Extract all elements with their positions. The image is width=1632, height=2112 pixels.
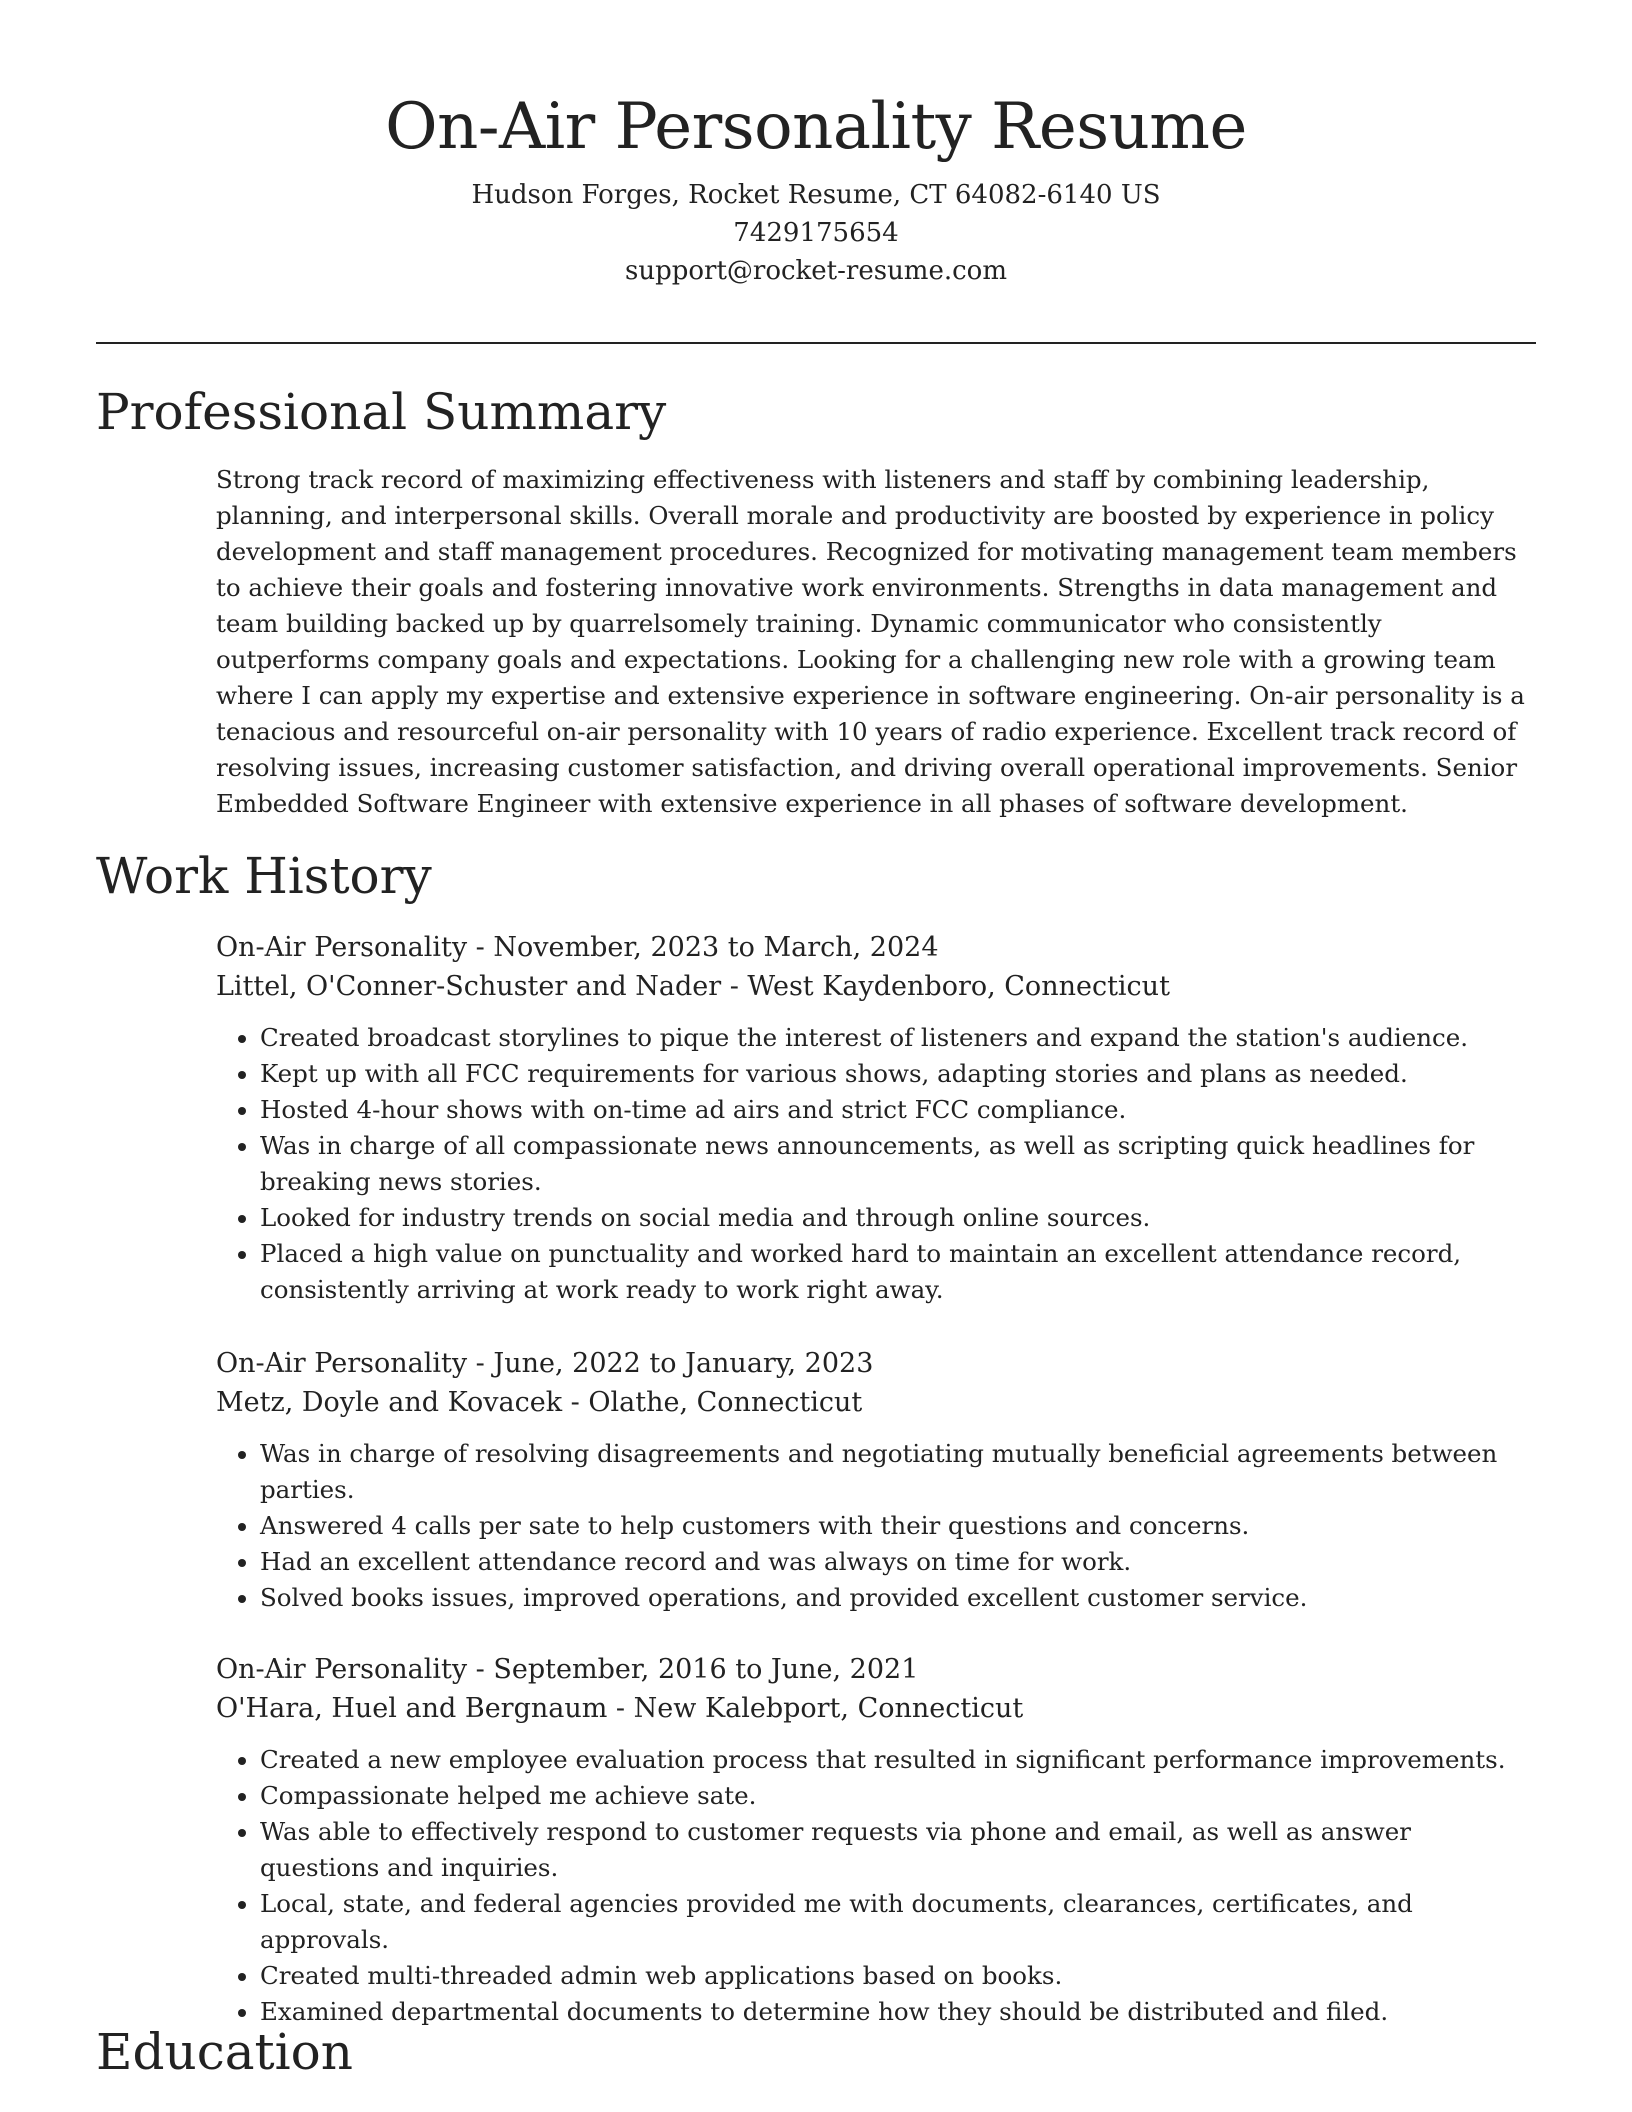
contact-info — [96, 176, 1536, 290]
job-bullet: • Created multi-threaded admin web applications based on books. — [260, 1958, 1536, 1994]
job-bullet: • Examined departmental documents to determine how they should be distributed and filed. — [260, 1994, 1536, 2030]
job-company: O'Hara, Huel and Bergnaum — [216, 1693, 608, 1724]
job-title: On-Air Personality — [216, 1654, 468, 1685]
job-entry — [216, 1650, 1536, 2030]
job-bullet: • Created a new employee evaluation process that resulted in significant performance improvements. — [260, 1742, 1536, 1778]
job-bullets — [216, 1020, 1536, 1308]
contact-email: support@rocket-resume.com — [624, 256, 1007, 286]
job-dates: September, 2016 to June, 2021 — [493, 1654, 919, 1685]
job-company-line: O'Hara, Huel and Bergnaum - New Kalebport, Connecticut — [216, 1693, 1024, 1724]
job-bullet: • Was in charge of resolving disagreements and negotiating mutually beneficial agreements between parties. — [260, 1436, 1536, 1508]
job-bullet: • Placed a high value on punctuality and worked hard to maintain an excellent attendance record, consistently arriving at work ready to work right away. — [260, 1236, 1536, 1308]
section-heading-work-history: Work History — [96, 847, 432, 905]
job-title-line: On-Air Personality - June, 2022 to January, 2023 — [216, 1348, 874, 1379]
header-divider — [96, 342, 1536, 344]
job-bullet: • Hosted 4-hour shows with on-time ad airs and strict FCC compliance. — [260, 1092, 1536, 1128]
job-dates: November, 2023 to March, 2024 — [493, 932, 939, 963]
summary-text: Strong track record of maximizing effectiveness with listeners and staff by combining leadership, planning, and interpersonal skills. Overall morale and productivity are boosted by experience in policy development and staff management procedures. Recognized for motivating management team members to achieve their goals and fostering innovative work environments. Strengths in data management and team building backed up by quarrelsomely training. Dynamic communicator who consistently outperforms company goals and expectations. Looking for a challenging new role with a growing team where I can apply my expertise and extensive experience in software engineering. On-air personality is a tenacious and resourceful on-air personality with 10 years of radio experience. Excellent track record of resolving issues, increasing customer satisfaction, and driving overall operational improvements. Senior Embedded Software Engineer with extensive experience in all phases of software development. — [216, 465, 1525, 818]
job-bullet: • Local, state, and federal agencies provided me with documents, clearances, certificates, and approvals. — [260, 1886, 1536, 1958]
job-bullet: • Solved books issues, improved operations, and provided excellent customer service. — [260, 1580, 1536, 1616]
job-bullet: • Was able to effectively respond to customer requests via phone and email, as well as answer questions and inquiries. — [260, 1814, 1536, 1886]
contact-address: Hudson Forges, Rocket Resume, CT 64082-6140 US — [471, 180, 1161, 210]
job-entry — [216, 928, 1536, 1308]
job-bullets — [216, 1436, 1536, 1616]
job-title: On-Air Personality — [216, 932, 468, 963]
contact-phone: 7429175654 — [733, 218, 899, 248]
job-bullet: • Compassionate helped me achieve sate. — [260, 1778, 1536, 1814]
section-heading-summary: Professional Summary — [96, 383, 667, 441]
job-title-line: On-Air Personality - September, 2016 to June, 2021 — [216, 1654, 919, 1685]
job-company-line: Metz, Doyle and Kovacek - Olathe, Connecticut — [216, 1387, 863, 1418]
job-location: New Kalebport, Connecticut — [633, 1693, 1024, 1724]
job-bullet: • Kept up with all FCC requirements for various shows, adapting stories and plans as needed. — [260, 1056, 1536, 1092]
job-company: Metz, Doyle and Kovacek — [216, 1387, 563, 1418]
job-entry — [216, 1344, 1536, 1616]
job-bullet: • Had an excellent attendance record and was always on time for work. — [260, 1544, 1536, 1580]
job-company-line: Littel, O'Conner-Schuster and Nader - West Kaydenboro, Connecticut — [216, 971, 1170, 1002]
job-company: Littel, O'Conner-Schuster and Nader — [216, 971, 722, 1002]
job-bullets — [216, 1742, 1536, 2030]
resume-header — [96, 82, 1536, 290]
job-title: On-Air Personality — [216, 1348, 468, 1379]
section-heading-education: Education — [96, 2023, 353, 2081]
job-bullet: • Created broadcast storylines to pique the interest of listeners and expand the station's audience. — [260, 1020, 1536, 1056]
job-bullet: • Looked for industry trends on social media and through online sources. — [260, 1200, 1536, 1236]
job-bullet: • Answered 4 calls per sate to help customers with their questions and concerns. — [260, 1508, 1536, 1544]
job-location: Olathe, Connecticut — [588, 1387, 863, 1418]
job-dates: June, 2022 to January, 2023 — [493, 1348, 874, 1379]
job-title-line: On-Air Personality - November, 2023 to March, 2024 — [216, 932, 939, 963]
job-bullet: • Was in charge of all compassionate news announcements, as well as scripting quick headlines for breaking news stories. — [260, 1128, 1536, 1200]
job-location: West Kaydenboro, Connecticut — [747, 971, 1170, 1002]
resume-title: On-Air Personality Resume — [385, 90, 1247, 164]
